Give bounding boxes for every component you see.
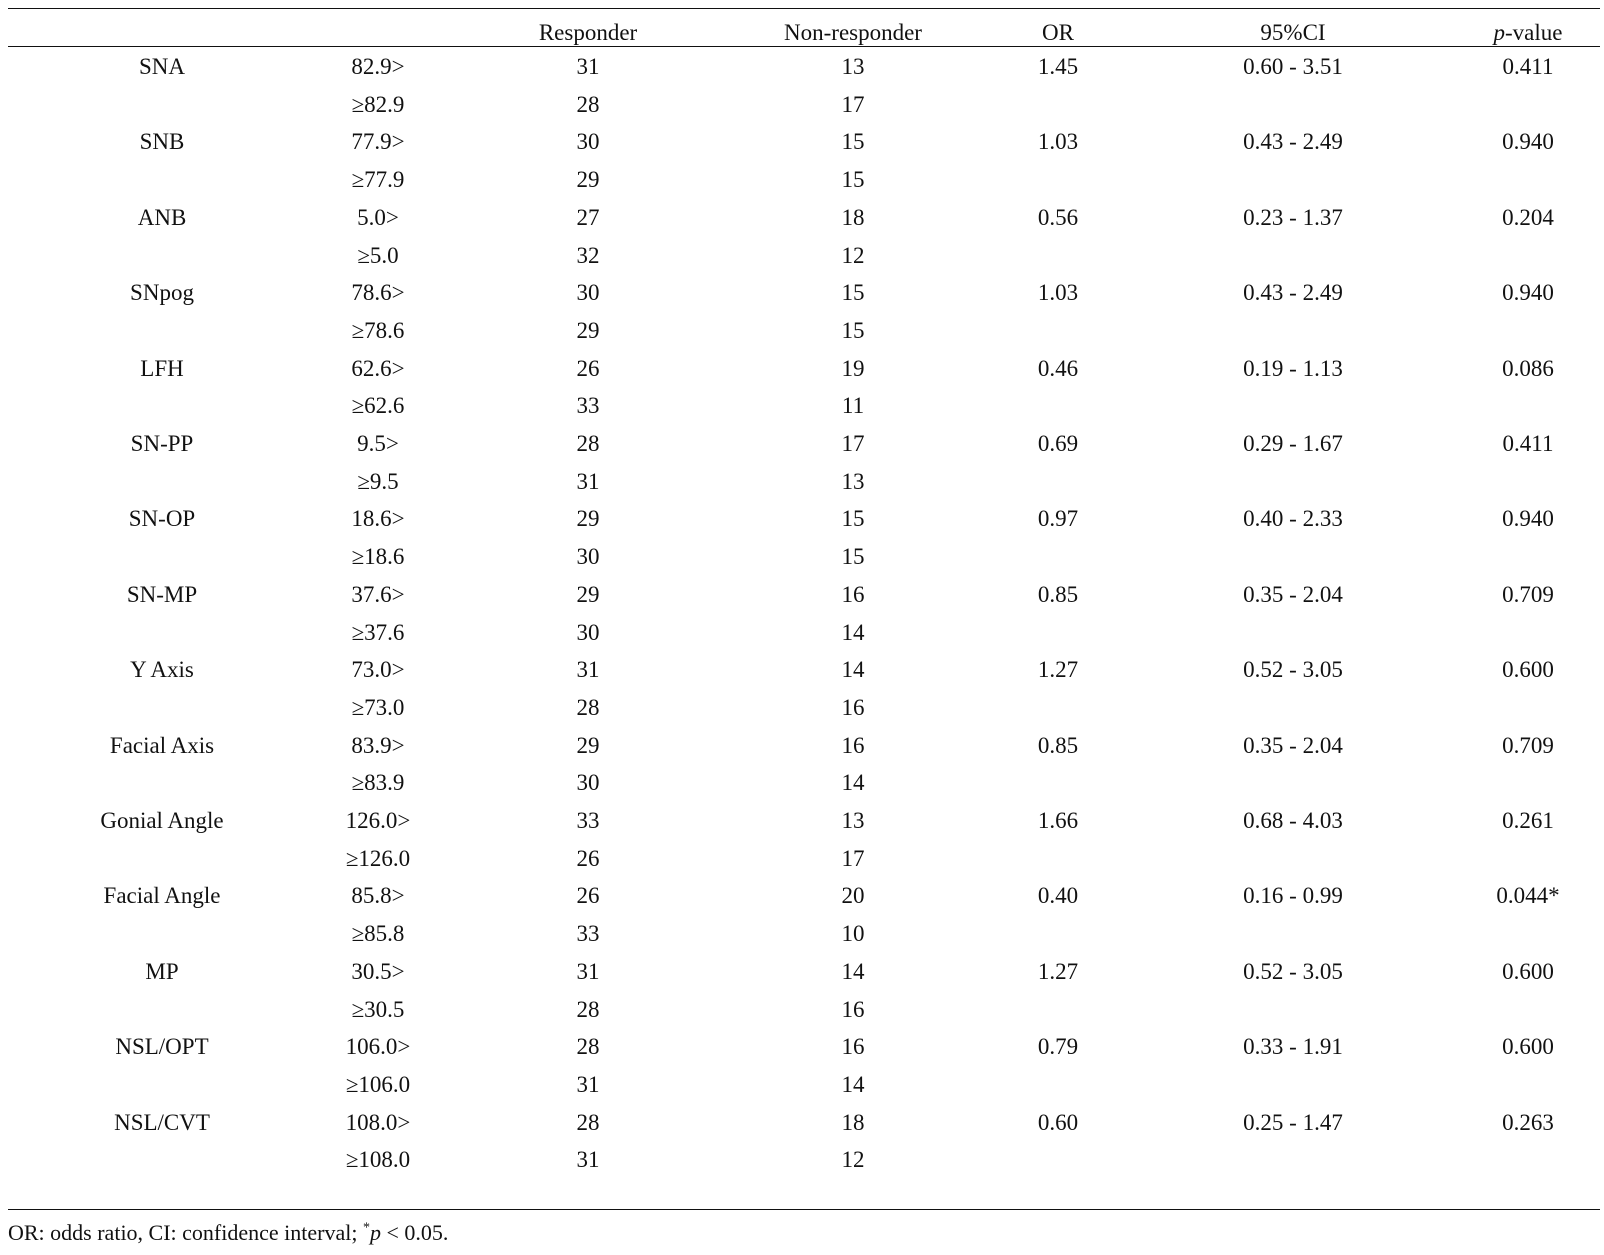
cutoff-cell: 126.0> [345,808,411,833]
confidence-interval-cell [1158,1141,1428,1179]
p-value-cell [1408,614,1604,652]
non-responder-cell: 13 [841,808,865,833]
p-value-cell [1408,1141,1604,1179]
non-responder-cell: 16 [841,1034,865,1060]
header-p-rest: -value [1505,20,1563,45]
header-p-value [1408,14,1604,52]
cutoff-cell: 30.5> [351,958,405,984]
non-responder-cell: 18 [841,1109,865,1135]
parameter-cell: SNB [139,129,185,155]
non-responder-cell: 17 [841,431,865,456]
table-row [8,538,1600,576]
parameter-cell [62,764,262,802]
non-responder-cell: 15 [841,506,865,532]
p-value-cell [1408,463,1604,501]
parameter-cell [62,689,262,727]
responder-cell: 30 [576,619,600,645]
header-or: OR [1042,20,1074,45]
p-value-cell: 0.411 [1502,431,1554,456]
confidence-interval-cell: 0.52 - 3.05 [1243,958,1343,984]
cutoff-cell: 9.5> [357,431,399,456]
header-cutoff [278,14,478,52]
odds-ratio-cell [978,463,1138,501]
non-responder-cell: 15 [841,544,865,570]
odds-ratio-cell: 0.56 [1037,204,1079,230]
confidence-interval-cell [1158,237,1428,275]
responder-cell: 29 [576,506,600,532]
cutoff-cell: ≥73.0 [351,694,405,720]
cutoff-cell: ≥106.0 [345,1071,411,1097]
cutoff-cell: 106.0> [345,1034,411,1060]
confidence-interval-cell [1158,689,1428,727]
cutoff-cell: 78.6> [351,280,405,306]
odds-ratio-cell [978,689,1138,727]
responder-cell: 28 [576,91,600,117]
cutoff-cell: ≥85.8 [351,921,405,947]
odds-ratio-cell: 1.27 [1037,657,1079,683]
p-value-cell [1408,840,1604,878]
confidence-interval-cell: 0.43 - 2.49 [1243,129,1343,155]
responder-cell: 31 [576,468,600,494]
p-value-cell [1408,991,1604,1029]
parameter-cell: SN-OP [128,506,196,532]
p-value-cell: 0.940 [1502,129,1554,155]
table-row [8,387,1600,425]
p-value-cell: 0.940 [1502,506,1554,532]
cutoff-cell: 85.8> [351,883,405,909]
responder-cell: 30 [576,280,600,306]
responder-cell: 29 [576,581,600,607]
table-row [8,237,1600,275]
table-row [8,1028,1600,1066]
parameter-cell [62,387,262,425]
p-value-cell: 0.600 [1502,1034,1554,1060]
odds-ratio-cell [978,161,1138,199]
cutoff-cell: 5.0> [357,204,399,230]
non-responder-cell: 19 [841,355,865,381]
parameter-cell: Facial Axis [109,732,215,758]
header-non-responder: Non-responder [784,20,922,45]
non-responder-cell: 16 [841,581,865,607]
odds-ratio-cell [978,1141,1138,1179]
bottom-rule [8,1209,1600,1210]
cutoff-cell: ≥83.9 [351,770,405,796]
non-responder-cell: 15 [841,317,865,343]
responder-cell: 26 [576,883,600,909]
cutoff-cell: 73.0> [351,657,405,683]
header-ci: 95%CI [1260,20,1326,45]
responder-cell: 28 [576,694,600,720]
parameter-cell [62,463,262,501]
p-value-cell [1408,312,1604,350]
odds-ratio-cell [978,86,1138,124]
non-responder-cell: 15 [841,129,865,155]
p-value-cell: 0.086 [1502,355,1554,381]
table-footnote [8,1218,448,1248]
confidence-interval-cell [1158,161,1428,199]
non-responder-cell: 16 [841,732,865,758]
responder-cell: 26 [576,355,600,381]
footnote-text-before: OR: odds ratio, CI: confidence interval; [8,1220,363,1245]
p-value-cell: 0.600 [1502,958,1554,984]
non-responder-cell: 13 [841,54,865,79]
responder-cell: 28 [576,1109,600,1135]
parameter-cell [62,1141,262,1179]
responder-cell: 26 [576,845,600,871]
non-responder-cell: 17 [841,845,865,871]
responder-cell: 29 [576,167,600,193]
footnote-asterisk: * [362,1220,370,1236]
confidence-interval-cell: 0.35 - 2.04 [1243,581,1343,607]
parameter-cell: SNpog [130,280,194,306]
confidence-interval-cell [1158,614,1428,652]
confidence-interval-cell [1158,312,1428,350]
cutoff-cell: ≥18.6 [351,544,405,570]
table-row [8,312,1600,350]
confidence-interval-cell: 0.25 - 1.47 [1243,1109,1343,1135]
table-row [8,915,1600,953]
non-responder-cell: 14 [841,770,865,796]
p-value-cell [1408,86,1604,124]
responder-cell: 27 [576,204,600,230]
odds-ratio-cell: 0.60 [1037,1109,1079,1135]
non-responder-cell: 11 [841,393,865,419]
odds-ratio-cell: 1.27 [1037,958,1079,984]
table-row [8,614,1600,652]
cutoff-cell: 37.6> [351,581,405,607]
p-value-cell [1408,387,1604,425]
confidence-interval-cell [1158,991,1428,1029]
odds-ratio-cell [978,991,1138,1029]
odds-ratio-cell: 1.66 [1037,808,1079,833]
non-responder-cell: 20 [841,883,865,909]
responder-cell: 31 [576,54,600,79]
non-responder-cell: 18 [841,204,865,230]
responder-cell: 29 [576,317,600,343]
table-row [8,425,1600,463]
odds-ratio-cell: 0.40 [1037,883,1079,909]
responder-cell: 28 [576,431,600,456]
p-value-cell [1408,237,1604,275]
table-row [8,727,1600,765]
confidence-interval-cell [1158,463,1428,501]
p-value-cell [1408,915,1604,953]
cutoff-cell: ≥77.9 [351,167,405,193]
p-value-cell [1408,764,1604,802]
confidence-interval-cell [1158,764,1428,802]
table-row [8,802,1600,840]
non-responder-cell: 15 [841,280,865,306]
parameter-cell: Y Axis [130,657,194,683]
table-row [8,840,1600,878]
p-value-cell: 0.600 [1502,657,1554,683]
table-row [8,576,1600,614]
odds-ratio-cell [978,915,1138,953]
odds-ratio-cell: 0.97 [1037,506,1079,532]
responder-cell: 32 [576,242,600,268]
parameter-cell [62,840,262,878]
odds-ratio-cell [978,538,1138,576]
table-row [8,161,1600,199]
p-value-cell [1408,538,1604,576]
parameter-cell [62,538,262,576]
table-row [8,1104,1600,1142]
p-value-cell [1408,689,1604,727]
responder-cell: 31 [576,958,600,984]
table-row [8,651,1600,689]
p-value-cell [1408,161,1604,199]
parameter-cell: Gonial Angle [100,808,224,833]
non-responder-cell: 10 [841,921,865,947]
table-row [8,274,1600,312]
odds-ratio-cell [978,840,1138,878]
odds-ratio-cell: 0.79 [1037,1034,1079,1060]
responder-cell: 31 [576,657,600,683]
parameter-cell: ANB [137,204,187,230]
cutoff-cell: ≥30.5 [351,996,405,1022]
responder-cell: 33 [576,393,600,419]
table-row [8,123,1600,161]
p-value-cell: 0.204 [1502,204,1554,230]
confidence-interval-cell [1158,387,1428,425]
non-responder-cell: 12 [841,1147,865,1173]
non-responder-cell: 14 [841,958,865,984]
table-row [8,463,1600,501]
cutoff-cell: ≥126.0 [345,845,411,871]
parameter-cell: NSL/OPT [115,1034,209,1060]
responder-cell: 33 [576,921,600,947]
non-responder-cell: 16 [841,996,865,1022]
parameter-cell [62,614,262,652]
p-value-cell [1408,1066,1604,1104]
confidence-interval-cell: 0.29 - 1.67 [1243,431,1343,456]
cutoff-cell: 83.9> [351,732,405,758]
table-row [8,1141,1600,1179]
non-responder-cell: 14 [841,619,865,645]
responder-cell: 31 [576,1147,600,1173]
parameter-cell: Facial Angle [103,883,221,909]
cutoff-cell: ≥9.5 [357,468,399,494]
odds-ratio-cell [978,764,1138,802]
table-row [8,1066,1600,1104]
table-row [8,500,1600,538]
p-value-cell: 0.261 [1502,808,1554,833]
header-parameter [62,14,262,52]
odds-ratio-cell: 0.85 [1037,732,1079,758]
odds-ratio-cell [978,387,1138,425]
table-row [8,86,1600,124]
responder-cell: 29 [576,732,600,758]
table-row [8,350,1600,388]
table-row [8,764,1600,802]
non-responder-cell: 12 [841,242,865,268]
responder-cell: 28 [576,996,600,1022]
p-value-cell: 0.411 [1502,54,1554,79]
responder-cell: 30 [576,544,600,570]
cutoff-cell: ≥37.6 [351,619,405,645]
table-row [8,877,1600,915]
parameter-cell: MP [145,958,179,984]
confidence-interval-cell: 0.35 - 2.04 [1243,732,1343,758]
parameter-cell: SNA [138,54,185,79]
odds-ratio-cell: 1.45 [1037,54,1079,79]
confidence-interval-cell [1158,1066,1428,1104]
cutoff-cell: ≥5.0 [357,242,399,268]
p-value-cell: 0.709 [1502,581,1554,607]
footnote-p-italic: p [369,1220,381,1245]
cutoff-cell: 77.9> [351,129,405,155]
odds-ratio-cell [978,1066,1138,1104]
confidence-interval-cell [1158,915,1428,953]
parameter-cell [62,161,262,199]
parameter-cell [62,991,262,1029]
responder-cell: 28 [576,1034,600,1060]
confidence-interval-cell: 0.60 - 3.51 [1243,54,1343,79]
non-responder-cell: 14 [841,657,865,683]
p-value-cell: 0.263 [1502,1109,1554,1135]
header-responder: Responder [538,20,638,45]
table-row [8,991,1600,1029]
non-responder-cell: 13 [841,468,865,494]
odds-ratio-cell: 0.69 [1037,431,1079,456]
parameter-cell: SN-MP [126,581,198,607]
responder-cell: 30 [576,770,600,796]
footnote-text-after: < 0.05. [380,1220,449,1245]
cutoff-cell: ≥82.9 [351,91,405,117]
non-responder-cell: 17 [841,91,865,117]
cutoff-cell: 62.6> [351,355,405,381]
odds-ratio-cell: 1.03 [1037,280,1079,306]
confidence-interval-cell: 0.16 - 0.99 [1243,883,1343,909]
odds-ratio-cell [978,614,1138,652]
confidence-interval-cell: 0.40 - 2.33 [1243,506,1343,532]
parameter-cell [62,237,262,275]
cutoff-cell: ≥62.6 [351,393,405,419]
cutoff-cell: ≥78.6 [351,317,405,343]
confidence-interval-cell: 0.52 - 3.05 [1243,657,1343,683]
parameter-cell: NSL/CVT [114,1109,210,1135]
parameter-cell [62,312,262,350]
p-value-cell: 0.709 [1502,732,1554,758]
confidence-interval-cell [1158,840,1428,878]
p-value-cell: 0.044* [1496,883,1560,909]
table-row [8,199,1600,237]
cutoff-cell: 18.6> [351,506,405,532]
responder-cell: 30 [576,129,600,155]
odds-ratio-cell: 0.85 [1037,581,1079,607]
table-row [8,689,1600,727]
parameter-cell: SN-PP [130,431,194,456]
odds-ratio-cell: 1.03 [1037,129,1079,155]
cutoff-cell: ≥108.0 [345,1147,411,1173]
non-responder-cell: 14 [841,1071,865,1097]
table-header-row [8,8,1600,46]
confidence-interval-cell: 0.19 - 1.13 [1243,355,1343,381]
responder-cell: 31 [576,1071,600,1097]
confidence-interval-cell: 0.33 - 1.91 [1243,1034,1343,1060]
confidence-interval-cell: 0.43 - 2.49 [1243,280,1343,306]
responder-cell: 33 [576,808,600,833]
header-p-italic: p [1493,20,1506,45]
non-responder-cell: 15 [841,167,865,193]
parameter-cell: LFH [140,355,184,381]
cutoff-cell: 108.0> [345,1109,411,1135]
odds-ratio-cell [978,312,1138,350]
odds-ratio-cell [978,237,1138,275]
table-row [8,48,1600,86]
confidence-interval-cell: 0.68 - 4.03 [1243,808,1343,833]
confidence-interval-cell [1158,538,1428,576]
odds-ratio-cell: 0.46 [1037,355,1079,381]
confidence-interval-cell [1158,86,1428,124]
parameter-cell [62,1066,262,1104]
parameter-cell [62,86,262,124]
confidence-interval-cell: 0.23 - 1.37 [1243,204,1343,230]
cutoff-cell: 82.9> [351,54,405,79]
parameter-cell [62,915,262,953]
table-row [8,953,1600,991]
non-responder-cell: 16 [841,694,865,720]
p-value-cell: 0.940 [1502,280,1554,306]
